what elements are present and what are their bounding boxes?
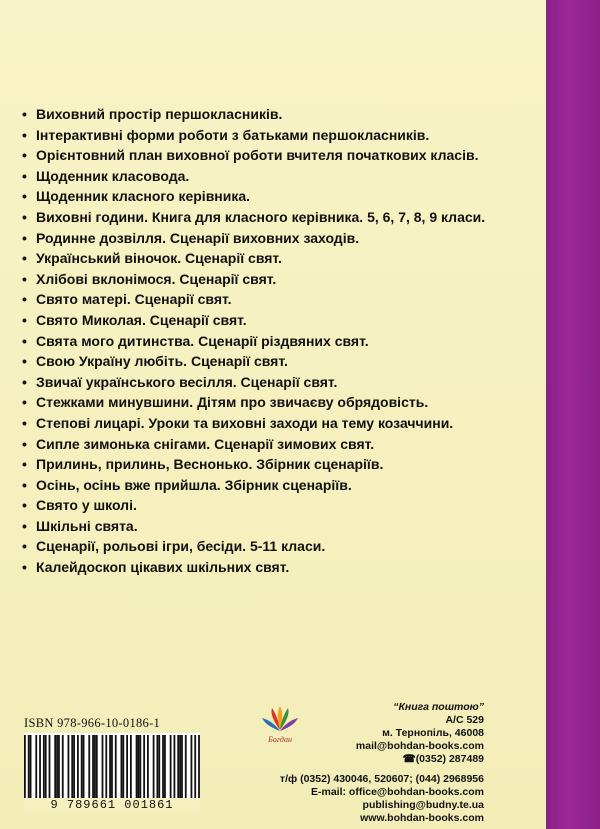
bullet: • — [22, 250, 27, 267]
bullet: • — [22, 311, 27, 328]
email-office: E-mail: office@bohdan-books.com — [311, 786, 484, 798]
list-item: • Свята мого дитинства. Сценарії різдвяних свят. — [22, 331, 542, 352]
list-item: • Свято матері. Сценарії свят. — [22, 289, 542, 310]
book-list — [22, 104, 542, 578]
bullet: • — [22, 229, 27, 246]
isbn-block — [24, 716, 200, 812]
list-item: • Калейдоскоп цікавих шкільних свят. — [22, 557, 542, 578]
po-box: А/С 529 — [445, 714, 484, 726]
isbn-number: ISBN 978-966-10-0186-1 — [24, 716, 161, 730]
city-address: м. Тернопіль, 46008 — [382, 727, 484, 739]
list-item: • Сипле зимонька снігами. Сценарії зимових свят. — [22, 434, 542, 455]
list-item: • Інтерактивні форми роботи з батьками першокласників. — [22, 125, 542, 146]
list-item: • Стежками минувшини. Дітям про звичаєву обрядовість. — [22, 392, 542, 413]
website: www.bohdan-books.com — [360, 812, 484, 824]
list-item: • Виховні години. Книга для класного керівника. 5, 6, 7, 8, 9 класи. — [22, 207, 542, 228]
list-item: • Хлібові вклонімося. Сценарії свят. — [22, 269, 542, 290]
bullet: • — [22, 188, 27, 205]
mail-email: mail@bohdan-books.com — [355, 740, 484, 752]
bullet: • — [22, 559, 27, 576]
list-item: • Осінь, осінь вже прийшла. Збірник сценаріїв. — [22, 475, 542, 496]
bullet: • — [22, 394, 27, 411]
bullet: • — [22, 353, 27, 370]
list-item: • Щоденник класного керівника. — [22, 186, 542, 207]
bullet: • — [22, 291, 27, 308]
bullet: • — [22, 167, 27, 184]
mail-order-label: “Книга поштою” — [393, 701, 484, 713]
bullet: • — [22, 517, 27, 534]
list-item: • Свято Миколая. Сценарії свят. — [22, 310, 542, 331]
bullet: • — [22, 476, 27, 493]
phones: т/ф (0352) 430046, 520607; (044) 2968956 — [279, 773, 484, 785]
barcode-digits: 9 789661 001861 — [24, 798, 200, 812]
barcode — [24, 733, 200, 805]
list-item: • Свою Україну любіть. Сценарії свят. — [22, 351, 542, 372]
list-item: • Український віночок. Сценарії свят. — [22, 248, 542, 269]
list-item: • Виховний простір першокласників. — [22, 104, 542, 125]
email-publishing: publishing@budny.te.ua — [362, 799, 484, 811]
list-item: • Степові лицарі. Уроки та виховні заходи на тему козаччини. — [22, 413, 542, 434]
list-item: • Сценарії, рольові ігри, бесіди. 5-11 класи. — [22, 536, 542, 557]
bullet: • — [22, 456, 27, 473]
publisher-contacts — [280, 701, 484, 825]
mail-phone: ☎(0352) 287489 — [402, 753, 484, 765]
bullet: • — [22, 126, 27, 143]
bullet: • — [22, 147, 27, 164]
list-item: • Родинне дозвілля. Сценарії виховних заходів. — [22, 228, 542, 249]
list-item: • Орієнтовний план виховної роботи вчителя початкових класів. — [22, 145, 542, 166]
list-item: • Шкільні свята. — [22, 516, 542, 537]
bullet: • — [22, 208, 27, 225]
logo-wordmark: Богдан — [268, 735, 292, 744]
bullet: • — [22, 270, 27, 287]
bullet: • — [22, 106, 27, 122]
purple-spine-band — [546, 0, 600, 829]
bullet: • — [22, 435, 27, 452]
list-item: • Прилинь, прилинь, Веснонько. Збірник сценаріїв. — [22, 454, 542, 475]
list-item: • Свято у школі. — [22, 495, 542, 516]
bullet: • — [22, 538, 27, 555]
bullet: • — [22, 414, 27, 431]
list-item: • Звичаї українського весілля. Сценарії свят. — [22, 372, 542, 393]
bullet: • — [22, 332, 27, 349]
bullet: • — [22, 373, 27, 390]
list-item: • Щоденник класовода. — [22, 166, 542, 187]
bullet: • — [22, 497, 27, 514]
